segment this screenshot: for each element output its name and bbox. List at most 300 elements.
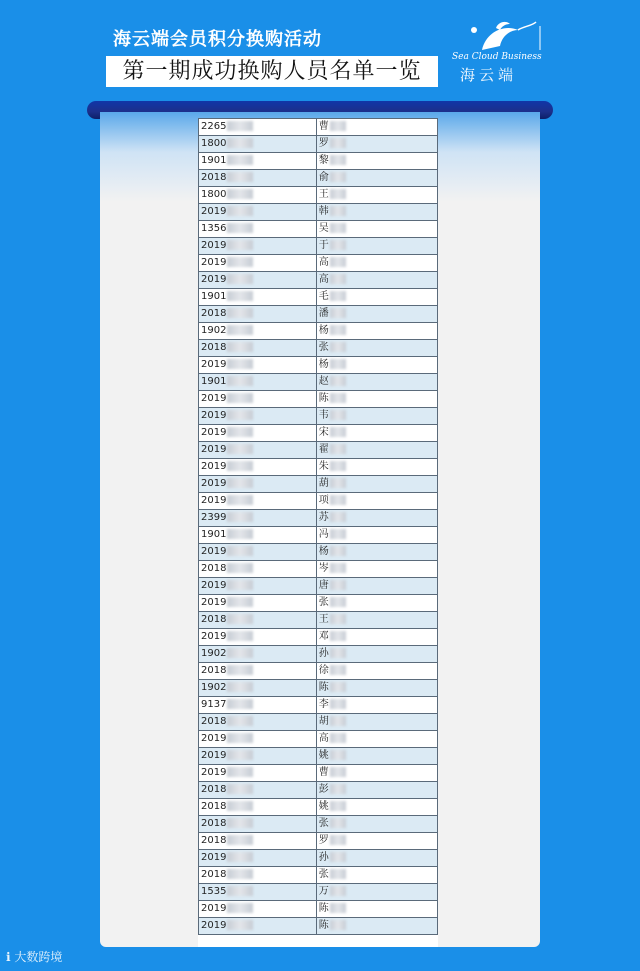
member-id-cell <box>199 714 317 731</box>
redacted-id-mask <box>227 325 253 335</box>
member-name-cell <box>316 255 437 272</box>
redacted-id-mask <box>227 835 253 845</box>
member-id-cell <box>199 119 317 136</box>
redacted-name-mask <box>330 563 346 573</box>
redacted-id-mask <box>227 852 253 862</box>
redacted-id-mask <box>227 784 253 794</box>
redacted-id-mask <box>227 580 253 590</box>
member-id-prefix: 2018 <box>201 342 227 353</box>
member-surname: 孙 <box>318 648 329 659</box>
member-surname: 俞 <box>318 172 329 183</box>
member-id-prefix: 2019 <box>201 580 227 591</box>
member-id-prefix: 2019 <box>201 359 227 370</box>
redacted-id-mask <box>227 869 253 879</box>
member-surname: 杨 <box>318 325 329 336</box>
member-name-cell <box>316 238 437 255</box>
member-name-cell <box>316 425 437 442</box>
member-id-cell <box>199 476 317 493</box>
member-id-prefix: 2019 <box>201 852 227 863</box>
table-row <box>199 629 438 646</box>
member-name-cell <box>316 374 437 391</box>
member-surname: 万 <box>318 886 329 897</box>
member-surname: 曹 <box>318 767 329 778</box>
member-name-cell <box>316 391 437 408</box>
table-row <box>199 816 438 833</box>
member-id-cell <box>199 629 317 646</box>
member-id-prefix: 2019 <box>201 733 227 744</box>
member-id-cell <box>199 272 317 289</box>
redacted-id-mask <box>227 308 253 318</box>
member-name-cell <box>316 493 437 510</box>
member-id-prefix: 2399 <box>201 512 227 523</box>
member-id-prefix: 1901 <box>201 155 227 166</box>
member-name-cell <box>316 221 437 238</box>
member-surname: 姚 <box>318 750 329 761</box>
member-id-cell <box>199 765 317 782</box>
redacted-name-mask <box>330 342 346 352</box>
member-surname: 胡 <box>318 716 329 727</box>
member-id-cell <box>199 323 317 340</box>
member-id-cell <box>199 799 317 816</box>
member-surname: 曹 <box>318 121 329 132</box>
table-row <box>199 731 438 748</box>
member-id-cell <box>199 578 317 595</box>
redacted-name-mask <box>330 223 346 233</box>
member-id-cell <box>199 493 317 510</box>
table-row <box>199 833 438 850</box>
redacted-name-mask <box>330 495 346 505</box>
member-id-prefix: 2018 <box>201 614 227 625</box>
redacted-name-mask <box>330 648 346 658</box>
member-surname: 项 <box>318 495 329 506</box>
redacted-id-mask <box>227 563 253 573</box>
table-row <box>199 680 438 697</box>
table-row <box>199 697 438 714</box>
member-surname: 李 <box>318 699 329 710</box>
redacted-name-mask <box>330 733 346 743</box>
redacted-name-mask <box>330 835 346 845</box>
redacted-name-mask <box>330 767 346 777</box>
table-row <box>199 340 438 357</box>
member-name-cell <box>316 765 437 782</box>
table-row <box>199 884 438 901</box>
member-id-cell <box>199 204 317 221</box>
member-id-prefix: 1356 <box>201 223 227 234</box>
member-name-cell <box>316 527 437 544</box>
table-row <box>199 204 438 221</box>
member-surname: 彭 <box>318 784 329 795</box>
member-id-cell <box>199 187 317 204</box>
member-id-cell <box>199 595 317 612</box>
member-id-prefix: 2019 <box>201 240 227 251</box>
table-row <box>199 323 438 340</box>
redacted-id-mask <box>227 818 253 828</box>
page-subtitle: 第一期成功换购人员名单一览 <box>106 56 438 87</box>
table-row <box>199 374 438 391</box>
redacted-name-mask <box>330 682 346 692</box>
table-row <box>199 527 438 544</box>
member-name-cell <box>316 459 437 476</box>
redacted-id-mask <box>227 240 253 250</box>
member-id-prefix: 1902 <box>201 682 227 693</box>
member-name-cell <box>316 646 437 663</box>
redacted-id-mask <box>227 359 253 369</box>
redacted-id-mask <box>227 733 253 743</box>
member-surname: 苏 <box>318 512 329 523</box>
member-id-cell <box>199 527 317 544</box>
member-surname: 高 <box>318 274 329 285</box>
member-id-prefix: 2019 <box>201 903 227 914</box>
member-surname: 张 <box>318 342 329 353</box>
table-row <box>199 357 438 374</box>
redacted-name-mask <box>330 580 346 590</box>
member-name-cell <box>316 357 437 374</box>
member-id-cell <box>199 306 317 323</box>
redacted-id-mask <box>227 631 253 641</box>
redacted-id-mask <box>227 172 253 182</box>
redacted-id-mask <box>227 138 253 148</box>
member-surname: 葫 <box>318 478 329 489</box>
member-surname: 唐 <box>318 580 329 591</box>
redacted-id-mask <box>227 393 253 403</box>
member-name-cell <box>316 833 437 850</box>
redacted-name-mask <box>330 750 346 760</box>
member-list <box>198 118 438 947</box>
member-name-cell <box>316 544 437 561</box>
member-id-prefix: 2019 <box>201 495 227 506</box>
redacted-id-mask <box>227 121 253 131</box>
member-name-cell <box>316 629 437 646</box>
table-row <box>199 714 438 731</box>
redacted-id-mask <box>227 478 253 488</box>
member-name-cell <box>316 204 437 221</box>
member-name-cell <box>316 442 437 459</box>
member-surname: 杨 <box>318 546 329 557</box>
table-row <box>199 153 438 170</box>
member-name-cell <box>316 816 437 833</box>
member-id-prefix: 2019 <box>201 478 227 489</box>
table-row <box>199 850 438 867</box>
logo-name-cn: 海云端 <box>460 66 518 84</box>
member-surname: 岑 <box>318 563 329 574</box>
member-name-cell <box>316 731 437 748</box>
member-surname: 毛 <box>318 291 329 302</box>
member-id-prefix: 2019 <box>201 461 227 472</box>
member-surname: 陈 <box>318 682 329 693</box>
redacted-name-mask <box>330 274 346 284</box>
member-name-cell <box>316 697 437 714</box>
member-id-prefix: 2018 <box>201 563 227 574</box>
dolphin-icon <box>452 20 552 54</box>
member-name-cell <box>316 187 437 204</box>
table-row <box>199 918 438 935</box>
member-id-cell <box>199 663 317 680</box>
member-id-cell <box>199 221 317 238</box>
table-row <box>199 391 438 408</box>
table-row <box>199 442 438 459</box>
redacted-name-mask <box>330 818 346 828</box>
member-name-cell <box>316 867 437 884</box>
member-id-cell <box>199 748 317 765</box>
redacted-id-mask <box>227 274 253 284</box>
member-surname: 张 <box>318 818 329 829</box>
redacted-id-mask <box>227 376 253 386</box>
member-name-cell <box>316 510 437 527</box>
table-row <box>199 561 438 578</box>
member-id-cell <box>199 782 317 799</box>
table-row <box>199 595 438 612</box>
redacted-id-mask <box>227 155 253 165</box>
redacted-name-mask <box>330 716 346 726</box>
member-id-cell <box>199 340 317 357</box>
member-name-cell <box>316 578 437 595</box>
table-row <box>199 119 438 136</box>
redacted-id-mask <box>227 546 253 556</box>
member-id-prefix: 2018 <box>201 818 227 829</box>
table-row <box>199 867 438 884</box>
member-id-cell <box>199 544 317 561</box>
member-surname: 张 <box>318 597 329 608</box>
member-surname: 孙 <box>318 852 329 863</box>
redacted-name-mask <box>330 920 346 930</box>
member-id-prefix: 2019 <box>201 750 227 761</box>
redacted-id-mask <box>227 648 253 658</box>
member-name-cell <box>316 153 437 170</box>
member-name-cell <box>316 476 437 493</box>
member-surname: 赵 <box>318 376 329 387</box>
redacted-name-mask <box>330 257 346 267</box>
redacted-id-mask <box>227 257 253 267</box>
member-name-cell <box>316 748 437 765</box>
redacted-name-mask <box>330 240 346 250</box>
member-name-cell <box>316 918 437 935</box>
member-id-prefix: 9137 <box>201 699 227 710</box>
member-surname: 宋 <box>318 427 329 438</box>
member-name-cell <box>316 595 437 612</box>
redacted-name-mask <box>330 308 346 318</box>
member-surname: 翟 <box>318 444 329 455</box>
logo-name-en: Sea Cloud Business <box>452 52 542 62</box>
member-id-prefix: 1800 <box>201 189 227 200</box>
member-id-cell <box>199 901 317 918</box>
redacted-id-mask <box>227 886 253 896</box>
member-surname: 潘 <box>318 308 329 319</box>
table-row <box>199 476 438 493</box>
member-surname: 张 <box>318 869 329 880</box>
redacted-id-mask <box>227 461 253 471</box>
member-id-cell <box>199 153 317 170</box>
member-id-prefix: 2018 <box>201 784 227 795</box>
member-name-cell <box>316 612 437 629</box>
redacted-name-mask <box>330 546 346 556</box>
table-row <box>199 425 438 442</box>
member-surname: 吴 <box>318 223 329 234</box>
member-id-cell <box>199 170 317 187</box>
member-surname: 冯 <box>318 529 329 540</box>
member-name-cell <box>316 663 437 680</box>
member-id-cell <box>199 561 317 578</box>
redacted-id-mask <box>227 495 253 505</box>
table-row <box>199 799 438 816</box>
member-id-prefix: 2019 <box>201 546 227 557</box>
table-row <box>199 238 438 255</box>
redacted-name-mask <box>330 597 346 607</box>
member-id-cell <box>199 731 317 748</box>
member-id-prefix: 2019 <box>201 410 227 421</box>
table-row <box>199 136 438 153</box>
member-name-cell <box>316 340 437 357</box>
table-row <box>199 272 438 289</box>
redacted-id-mask <box>227 206 253 216</box>
member-id-prefix: 1535 <box>201 886 227 897</box>
redacted-name-mask <box>330 444 346 454</box>
member-id-cell <box>199 510 317 527</box>
table-row <box>199 459 438 476</box>
member-name-cell <box>316 799 437 816</box>
redacted-name-mask <box>330 614 346 624</box>
member-name-cell <box>316 782 437 799</box>
member-id-cell <box>199 238 317 255</box>
member-surname: 杨 <box>318 359 329 370</box>
redacted-name-mask <box>330 410 346 420</box>
redacted-name-mask <box>330 903 346 913</box>
member-id-prefix: 2018 <box>201 308 227 319</box>
redacted-id-mask <box>227 291 253 301</box>
member-id-cell <box>199 612 317 629</box>
member-surname: 韦 <box>318 410 329 421</box>
redacted-id-mask <box>227 444 253 454</box>
redacted-name-mask <box>330 801 346 811</box>
redacted-id-mask <box>227 342 253 352</box>
table-row <box>199 612 438 629</box>
redacted-name-mask <box>330 631 346 641</box>
redacted-id-mask <box>227 529 253 539</box>
member-id-prefix: 2018 <box>201 835 227 846</box>
member-surname: 罗 <box>318 835 329 846</box>
member-id-cell <box>199 850 317 867</box>
member-surname: 陈 <box>318 903 329 914</box>
member-id-cell <box>199 884 317 901</box>
redacted-name-mask <box>330 121 346 131</box>
member-id-cell <box>199 459 317 476</box>
member-surname: 黎 <box>318 155 329 166</box>
table-row <box>199 510 438 527</box>
member-id-prefix: 2019 <box>201 767 227 778</box>
redacted-id-mask <box>227 903 253 913</box>
member-id-prefix: 2019 <box>201 597 227 608</box>
member-id-cell <box>199 408 317 425</box>
member-id-cell <box>199 918 317 935</box>
member-id-prefix: 1902 <box>201 325 227 336</box>
member-name-cell <box>316 561 437 578</box>
member-id-cell <box>199 136 317 153</box>
member-name-cell <box>316 272 437 289</box>
member-name-cell <box>316 884 437 901</box>
member-id-cell <box>199 697 317 714</box>
redacted-id-mask <box>227 716 253 726</box>
member-id-prefix: 2019 <box>201 631 227 642</box>
table-row <box>199 187 438 204</box>
member-name-cell <box>316 408 437 425</box>
redacted-id-mask <box>227 767 253 777</box>
member-id-prefix: 2018 <box>201 716 227 727</box>
table-row <box>199 646 438 663</box>
member-id-prefix: 2019 <box>201 444 227 455</box>
member-id-cell <box>199 816 317 833</box>
member-id-prefix: 2019 <box>201 427 227 438</box>
member-id-cell <box>199 357 317 374</box>
sea-cloud-logo <box>452 20 552 90</box>
table-row <box>199 170 438 187</box>
table-row <box>199 663 438 680</box>
redacted-name-mask <box>330 869 346 879</box>
redacted-id-mask <box>227 427 253 437</box>
redacted-name-mask <box>330 138 346 148</box>
member-id-cell <box>199 255 317 272</box>
member-surname: 徐 <box>318 665 329 676</box>
table-row <box>199 578 438 595</box>
table-row <box>199 221 438 238</box>
member-name-cell <box>316 850 437 867</box>
member-surname: 陈 <box>318 393 329 404</box>
redacted-id-mask <box>227 682 253 692</box>
member-id-cell <box>199 867 317 884</box>
member-id-prefix: 2018 <box>201 172 227 183</box>
redacted-id-mask <box>227 597 253 607</box>
member-id-prefix: 2019 <box>201 920 227 931</box>
member-table <box>198 118 438 935</box>
member-surname: 姚 <box>318 801 329 812</box>
member-surname: 王 <box>318 614 329 625</box>
member-id-prefix: 1901 <box>201 529 227 540</box>
table-row <box>199 901 438 918</box>
redacted-id-mask <box>227 699 253 709</box>
member-surname: 于 <box>318 240 329 251</box>
redacted-name-mask <box>330 665 346 675</box>
redacted-id-mask <box>227 614 253 624</box>
member-id-cell <box>199 833 317 850</box>
member-id-prefix: 2019 <box>201 206 227 217</box>
member-name-cell <box>316 323 437 340</box>
member-name-cell <box>316 680 437 697</box>
redacted-id-mask <box>227 189 253 199</box>
redacted-name-mask <box>330 376 346 386</box>
redacted-name-mask <box>330 325 346 335</box>
member-id-prefix: 1800 <box>201 138 227 149</box>
watermark <box>6 948 62 965</box>
redacted-name-mask <box>330 529 346 539</box>
redacted-id-mask <box>227 410 253 420</box>
redacted-name-mask <box>330 512 346 522</box>
member-id-cell <box>199 289 317 306</box>
member-name-cell <box>316 901 437 918</box>
member-surname: 朱 <box>318 461 329 472</box>
redacted-name-mask <box>330 291 346 301</box>
redacted-name-mask <box>330 172 346 182</box>
member-id-cell <box>199 680 317 697</box>
redacted-name-mask <box>330 461 346 471</box>
page-title: 海云端会员积分换购活动 <box>113 29 322 50</box>
redacted-id-mask <box>227 801 253 811</box>
member-surname: 邓 <box>318 631 329 642</box>
table-row <box>199 306 438 323</box>
member-id-prefix: 2018 <box>201 665 227 676</box>
member-name-cell <box>316 136 437 153</box>
member-id-cell <box>199 374 317 391</box>
member-id-cell <box>199 646 317 663</box>
redacted-name-mask <box>330 784 346 794</box>
table-row <box>199 493 438 510</box>
